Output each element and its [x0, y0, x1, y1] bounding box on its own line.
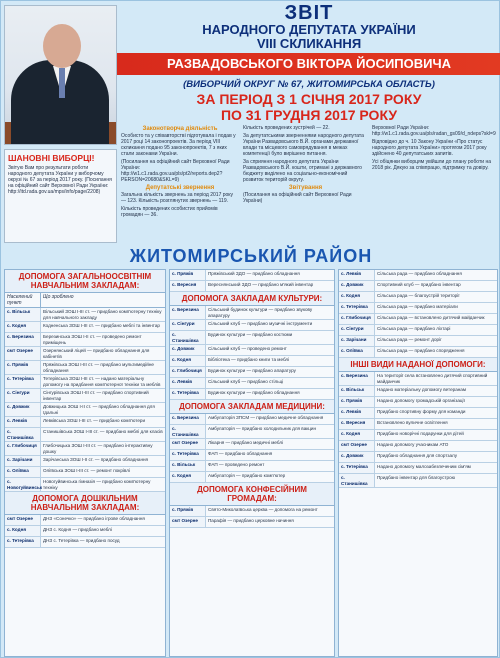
table-row [5, 308, 165, 322]
table-row [339, 336, 497, 347]
row-place: смт Озерне [170, 517, 206, 527]
row-description: Вереснянський ЗДО — придбано м'який інвентар [208, 282, 314, 287]
table-row [170, 320, 334, 331]
row-description: Сільська рада — придбано матеріали [377, 304, 458, 309]
table-row [339, 419, 497, 430]
row-place: с. Левків [5, 417, 41, 427]
table-row [339, 408, 497, 419]
title-line-1: ЗВІТ [284, 2, 334, 24]
row-place: с. Оліївка [5, 467, 41, 477]
table-row [5, 526, 165, 537]
table-row [170, 472, 334, 483]
row-place: с. Вільськ [170, 461, 206, 471]
section-heading-preschools: ДОПОМОГА ДОШКІЛЬНИМ НАВЧАЛЬНИМ ЗАКЛАДАМ: [5, 492, 165, 515]
row-description: Сільський клуб — придбано музичні інструменти [208, 321, 313, 326]
deputy-photo [4, 5, 117, 145]
rows-medicine [170, 414, 334, 483]
row-place: с. Станишівка [339, 474, 375, 487]
row-description: Парафія — придбано церковне начиння [208, 518, 294, 523]
table-row [170, 270, 334, 281]
row-place: с. Сінгури [5, 389, 41, 402]
row-place: смт Озерне [5, 515, 41, 525]
row-description: Левківська ЗОШ І-ІІІ ст. — придбано комп'ютери [43, 418, 146, 423]
table-row [339, 314, 497, 325]
table-row [170, 439, 334, 450]
row-description: Будинок культури — придбано обладнання [208, 390, 300, 395]
row-place: с. Кодня [339, 430, 375, 440]
row-place: с. Оліївка [339, 347, 375, 357]
rows-misc-top [339, 270, 497, 358]
row-place: с. Березина [170, 306, 206, 319]
table-row [170, 345, 334, 356]
paragraph: Загальна кількість звернень за період 2017 року — 123. Кількість розглянутих звернень — 119. [121, 192, 234, 204]
row-place: с. Вересня [170, 281, 206, 291]
row-description: Амбулаторія ЗПСМ — придбано медичне обладнання [208, 415, 324, 420]
paragraph: Відповідно до ч. 10 Закону України «Про статус народного депутата України» протягом 2017 року здійснено 40 депутатських запитів. [372, 139, 487, 157]
row-place: с. Глибочиця [5, 442, 41, 455]
row-place: с. Пряжів [170, 270, 206, 280]
title-line-3: VIII СКЛИКАННЯ [256, 36, 362, 51]
table-row [170, 506, 334, 517]
paragraph: За депутатськими зверненнями народного депутата України Развадовського В.Й. органами державної влади та місцевого самоврядування в межах компетенції було вирішено питання. [243, 133, 364, 157]
period-line-1: ЗА ПЕРІОД З 1 СІЧНЯ 2017 РОКУ [196, 91, 422, 107]
period-line-2: ПО 31 ГРУДНЯ 2017 РОКУ [220, 107, 398, 123]
row-place: с. Левків [339, 270, 375, 280]
table-row [5, 361, 165, 375]
table-row [5, 515, 165, 526]
column-header-desc: Що зроблено [43, 294, 74, 300]
row-place: с. Кодня [5, 526, 41, 536]
row-place: с. Кодня [170, 356, 206, 366]
table-row [170, 331, 334, 345]
row-description: ДНЗ с. Кодня — придбано меблі [43, 527, 112, 532]
row-place: с. Березина [339, 372, 375, 385]
deputy-name-banner: РАЗВАДОВСЬКОГО ВІКТОРА ЙОСИПОВИЧА [117, 53, 500, 75]
table-row [170, 461, 334, 472]
table-row [339, 430, 497, 441]
row-place: с. Сінгури [339, 325, 375, 335]
row-description: Сільська рада — благоустрій території [377, 293, 460, 298]
subheading: Депутатські звернення [145, 185, 215, 191]
report-column-3 [372, 125, 497, 249]
row-description: Тетерівська ЗОШ І-ІІІ ст. — надано матеріальну допомогу на придбання комп'ютерної техніки та меблів [43, 376, 161, 387]
greeting-box [4, 149, 117, 243]
table-row [339, 441, 497, 452]
row-place: с. Пряжів [170, 506, 206, 516]
table-row [170, 450, 334, 461]
row-description: Сільська рада — придбано спорядження [377, 348, 465, 353]
row-description: Сільський клуб — придбано стільці [208, 379, 284, 384]
table-row [170, 517, 334, 528]
table-row [339, 463, 497, 474]
row-place: с. Тетерівка [339, 463, 375, 473]
row-description: Вільський ЗОШ І-ІІІ ст. — придбано комп'ютерну техніку для навчального закладу [43, 309, 162, 320]
row-place: смт Озерне [5, 347, 41, 360]
table-row [170, 306, 334, 320]
portrait-head [43, 24, 81, 68]
row-description: Придбано інвентар для благоустрою [377, 475, 456, 480]
row-description: Сінгурівська ЗОШ І-ІІІ ст. — придбано спортивний інвентар [43, 390, 149, 401]
table-row [5, 456, 165, 467]
table-row [339, 347, 497, 358]
table-row [339, 325, 497, 336]
row-place: с. Зарічани [339, 336, 375, 346]
table-column-3 [338, 269, 498, 657]
row-description: Лікарня — придбано медичні меблі [208, 440, 284, 445]
row-place: с. Довжик [339, 281, 375, 291]
row-place: с. Тетерівка [339, 303, 375, 313]
paragraph: (Посилання на офіційний сайт Верховної Ради України: http://w1.c1.rada.gov.ua/pls/pt2/reports.dep2?PERSON=20680&SKL=9) [121, 159, 230, 183]
row-place: смт Озерне [170, 439, 206, 449]
section-heading-religious: ДОПОМОГА КОНФЕСІЙНИМ ГРОМАДАМ: [170, 483, 334, 506]
report-column-2 [243, 125, 368, 249]
row-place: с. Пряжів [5, 361, 41, 374]
rows-preschools-cont [170, 270, 334, 292]
row-description: Пряжівський ЗДО — придбано обладнання [208, 271, 300, 276]
table-row [170, 281, 334, 292]
row-description: Будинок культури — придбано костюми [208, 332, 293, 337]
table-row [170, 389, 334, 400]
row-place: с. Довжик [5, 403, 41, 416]
table-row [339, 372, 497, 386]
row-place: с. Глибочиця [170, 367, 206, 377]
paragraph: Усі обіцянки виборцям увійшли до плану роботи на 2018 рік. Дякую за співпрацю, підтримку та довіру. [372, 159, 491, 171]
row-description: Будинок культури — придбано апаратуру [208, 368, 296, 373]
row-place: с. Тетерівка [5, 537, 41, 547]
section-heading-culture: ДОПОМОГА ЗАКЛАДАМ КУЛЬТУРИ: [170, 292, 334, 306]
row-place: с. Тетерівка [170, 450, 206, 460]
row-description: ДНЗ с. Тетерівка — придбано посуд [43, 538, 120, 543]
section-heading-other-help: ІНШІ ВИДИ НАДАНОЇ ДОПОМОГИ: [339, 358, 497, 372]
row-description: Сільський клуб — проведено ремонт [208, 346, 287, 351]
title-line-2: НАРОДНОГО ДЕПУТАТА УКРАЇНИ [202, 22, 416, 37]
row-place: с. Вересня [339, 419, 375, 429]
row-description: Довжицька ЗОШ І-ІІ ст. — придбано обладнання для їдальні [43, 404, 155, 415]
row-description: ФАП — придбано обладнання [208, 451, 273, 456]
table-row [339, 386, 497, 397]
row-description: Свято-Миколаївська церква — допомога на ремонт [208, 507, 318, 512]
row-description: Амбулаторія — придбано холодильник для вакцин [208, 426, 316, 431]
table-row [5, 375, 165, 389]
row-description: Глибочицька ЗОШ І-ІІІ ст. — придбано інтерактивну дошку [43, 443, 153, 454]
row-description: Надано матеріальну допомогу ветеранам [377, 387, 467, 392]
table-row [5, 467, 165, 478]
table-row [5, 537, 165, 548]
row-description: Сільська рада — встановлено дитячий майданчик [377, 315, 485, 320]
row-description: Надано допомогу малозабезпеченим сім'ям [377, 464, 471, 469]
row-description: Новогуйвинська гімназія — придбано комп'ютерну техніку [43, 479, 151, 490]
row-place: с. Довжик [339, 452, 375, 462]
row-place: с. Станишівка [5, 428, 41, 441]
table-row [170, 367, 334, 378]
rows-general-schools [5, 308, 165, 492]
table-row [5, 428, 165, 442]
table-row [339, 270, 497, 281]
rows-culture [170, 306, 334, 400]
row-place: с. Левків [339, 408, 375, 418]
rows-religious [170, 506, 334, 528]
row-description: Придбано спортивну форму для команди [377, 409, 466, 414]
table-row [339, 292, 497, 303]
paragraph: Кількість проведених особистих прийомів громадян — 36. [121, 206, 218, 218]
section-heading-general-schools: ДОПОМОГА ЗАГАЛЬНООСВІТНІМ НАВЧАЛЬНИМ ЗАКЛАДАМ: [5, 270, 165, 293]
greeting-title: ШАНОВНІ ВИБОРЦІ! [8, 153, 95, 163]
subheading: Звітування [288, 185, 323, 191]
row-description: Оліївська ЗОШ І-ІІІ ст. — ремонт покрівлі [43, 468, 130, 473]
row-description: ФАП — проведено ремонт [208, 462, 265, 467]
subheading: Законотворча діяльність [142, 126, 218, 132]
table-row [5, 389, 165, 403]
report-column-1 [121, 125, 239, 249]
row-description: Сільська рада — придбано ліхтарі [377, 326, 451, 331]
rows-preschools [5, 515, 165, 548]
table-row [5, 403, 165, 417]
row-place: с. Кодня [170, 472, 206, 482]
row-place: с. Станишівка [170, 331, 206, 344]
row-description: Кодненська ЗОШ І-ІІІ ст. — придбано меблі та інвентар [43, 323, 160, 328]
paragraph: (Посилання на офіційний сайт Верховної Ради України) [243, 192, 352, 204]
table-row [170, 356, 334, 367]
paragraph: Особисто та у співавторстві підготувала і подав у 2017 році 14 законопроектів. За період VIII скликання подано 95 законопроектів, 7 з яких стали законами України. [121, 133, 236, 157]
row-description: Сільський будинок культури — придбано звукову апаратуру [208, 307, 313, 318]
row-place: с. Зарічани [5, 456, 41, 466]
table-row [5, 347, 165, 361]
row-description: Амбулаторія — придбано комп'ютер [208, 473, 286, 478]
table-row [5, 417, 165, 428]
table-row [170, 414, 334, 425]
table-column-1 [4, 269, 166, 657]
row-description: Озернянський ліцей — придбано обладнання для кабінетів [43, 348, 150, 359]
table-row [5, 442, 165, 456]
row-place: с. Довжик [170, 345, 206, 355]
row-description: Пряжівська ЗОШ І-ІІІ ст. — придбано мультимедійне обладнання [43, 362, 154, 373]
row-description: Бібліотека — придбано книги та меблі [208, 357, 290, 362]
table-row [339, 303, 497, 314]
table-row [5, 333, 165, 347]
row-place: с. Сінгури [170, 320, 206, 330]
row-description: Надано допомогу громадській організації [377, 398, 465, 403]
table-row [339, 474, 497, 488]
section-heading-medicine: ДОПОМОГА ЗАКЛАДАМ МЕДИЦИНИ: [170, 400, 334, 414]
row-place: с. Тетерівка [5, 375, 41, 388]
row-description: Надано допомогу учасникам АТО [377, 442, 449, 447]
row-place: с. Вільськ [5, 308, 41, 321]
table-row [170, 378, 334, 389]
row-description: Березинська ЗОШ І-ІІ ст. — проведено ремонт приміщень [43, 334, 142, 345]
table-row [170, 425, 334, 439]
row-place: с. Левків [170, 378, 206, 388]
table-column-2 [169, 269, 335, 657]
paragraph: За сприяння народного депутата України Развадовського В.Й. кошти, отримані з державного бюджету виділено на соціально-економічний розвиток територій округу. [243, 159, 362, 183]
row-description: Станишівська ЗОШ І-ІІІ ст. — придбано меблі для класів [43, 429, 163, 434]
row-description: Придбано новорічні подарунки для дітей [377, 431, 464, 436]
paragraph: Кількість проведених зустрічей — 22. [243, 125, 330, 131]
row-place: с. Тетерівка [170, 389, 206, 399]
row-place: с. Вільськ [339, 386, 375, 396]
row-place: с. Кодня [5, 322, 41, 332]
portrait-tie [59, 68, 65, 98]
report-title [119, 3, 499, 51]
row-description: Встановлено вуличне освітлення [377, 420, 448, 425]
row-description: Зарічанська ЗОШ І-ІІ ст. — придбано обладнання [43, 457, 149, 462]
row-description: На території села встановлено дитячий спортивний майданчик [377, 373, 488, 384]
row-description: Придбано обладнання для спортзалу [377, 453, 458, 458]
row-place: с. Пряжів [339, 397, 375, 407]
table-header [5, 293, 165, 308]
row-place: с. Березина [170, 414, 206, 424]
row-place: с. Станишівка [170, 425, 206, 438]
greeting-text: Звітую Вам про результати роботи народного депутата України у виборчому окрузі № 67 за період 2017 року. (Посилання на офіційний сайт Верховної Ради України: http://itd.rada.gov.ua/mps/info/page/2208) [8, 165, 112, 195]
table-row [5, 478, 165, 492]
table-row [339, 281, 497, 292]
table-row [339, 397, 497, 408]
row-place: смт Озерне [339, 441, 375, 451]
row-description: Спортивний клуб — придбано інвентар [377, 282, 461, 287]
district-subtitle: (ВИБОРЧИЙ ОКРУГ № 67, ЖИТОМИРСЬКА ОБЛАСТЬ) [183, 79, 435, 90]
table-row [339, 452, 497, 463]
column-header-place: Населений пункт [5, 293, 41, 307]
paragraph: Верховної Ради України: http://w1.c1.rada.gov.ua/pls/radan_gs09/d_ndeps?skl=9 [372, 125, 496, 137]
rows-other-help [339, 372, 497, 488]
row-place: с. Кодня [339, 292, 375, 302]
row-description: ДНЗ «Сонечко» — придбано ігрове обладнання [43, 516, 145, 521]
row-description: Сільська рада — придбано обладнання [377, 271, 462, 276]
row-place: с. Глибочиця [339, 314, 375, 324]
district-banner: ЖИТОМИРСЬКИЙ РАЙОН [129, 246, 373, 266]
table-row [5, 322, 165, 333]
row-description: Сільська рада — ремонт доріг [377, 337, 442, 342]
row-place: с. Березина [5, 333, 41, 346]
row-place: с. Новогуйвинськ [7, 479, 43, 490]
